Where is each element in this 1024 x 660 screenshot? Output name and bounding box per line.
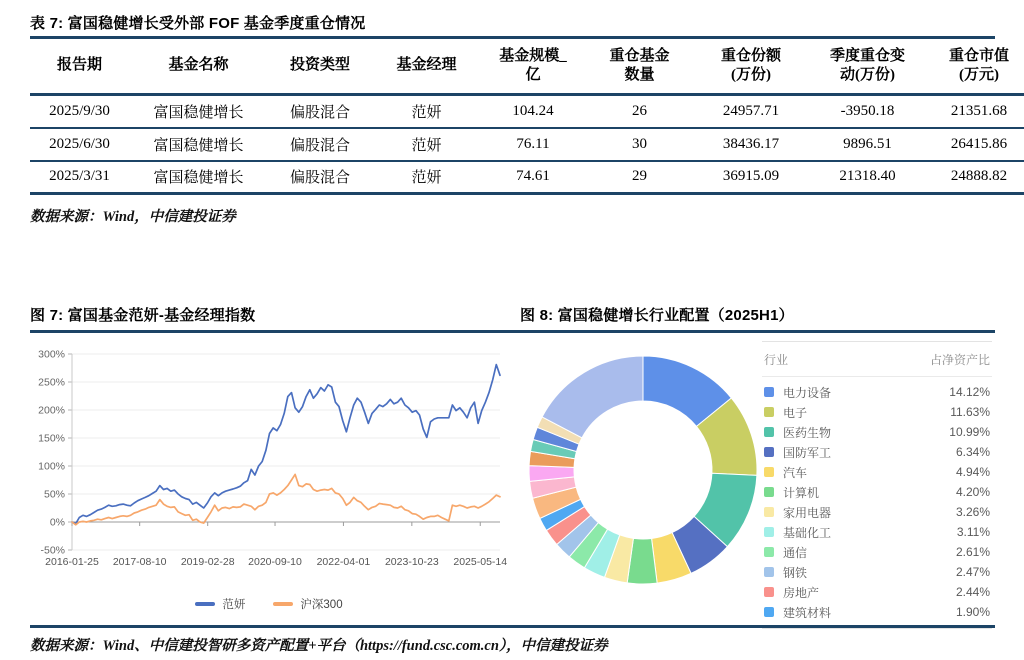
industry-share-value: 1.90% — [955, 605, 990, 619]
industry-share-value: 6.34% — [955, 445, 990, 459]
table-cell: 富国稳健增长 — [153, 137, 244, 154]
industry-swatch-icon — [764, 387, 774, 397]
industry-legend-row — [764, 462, 990, 482]
table-cell: -3950.18 — [840, 102, 895, 119]
industry-share-value: 4.94% — [955, 465, 990, 479]
y-axis-tick-label: 200% — [38, 404, 65, 417]
table-cell: 30 — [632, 135, 647, 152]
x-axis-tick-label: 2019-02-28 — [180, 556, 235, 568]
legend-item-fanyan — [195, 596, 245, 612]
industry-legend-row — [764, 402, 990, 422]
industry-share-value: 11.63% — [950, 405, 990, 419]
x-axis-tick-label: 2023-10-23 — [384, 556, 439, 568]
table-cell: 24957.71 — [722, 102, 780, 119]
manager-index-chart — [28, 342, 508, 582]
industry-swatch-icon — [764, 567, 774, 577]
table-cell: 偏股混合 — [289, 137, 350, 154]
x-axis-tick-label: 2022-04-01 — [316, 556, 371, 568]
table-header-cell: 重仓市值 (万元) — [948, 47, 1009, 83]
industry-swatch-icon — [764, 487, 774, 497]
industry-label: 通信 — [783, 545, 808, 560]
table-cell: 范妍 — [411, 170, 442, 187]
table-cell: 富国稳健增长 — [153, 104, 244, 121]
figure8-title: 图 8: 富国稳健增长行业配置（2025H1） — [520, 307, 794, 324]
donut-svg — [518, 348, 768, 592]
legend-label-fanyan: 范妍 — [222, 599, 246, 611]
industry-label: 电子 — [783, 405, 808, 420]
table-body — [30, 95, 1024, 194]
table7-source: 数据来源：Wind，中信建投证券 — [30, 209, 236, 225]
industry-swatch-icon — [764, 527, 774, 537]
y-axis-tick-label: 50% — [43, 488, 65, 501]
table-cell: 26 — [632, 102, 647, 119]
y-axis-tick-label: 100% — [38, 460, 65, 473]
table-header-cell: 重仓基金 数量 — [609, 47, 670, 83]
share-col-header: 占净资产比 — [929, 353, 990, 367]
fanyan-line-swatch-icon — [195, 602, 215, 606]
industry-share-value: 2.44% — [955, 585, 990, 599]
table-cell: 范妍 — [411, 137, 442, 154]
y-axis-tick-label: 0% — [49, 516, 65, 529]
industry-legend-row — [764, 422, 990, 442]
industry-legend-row — [764, 522, 990, 542]
table-cell: 2025/9/30 — [49, 102, 110, 119]
industry-label: 计算机 — [783, 485, 820, 500]
table-cell: 21318.40 — [839, 168, 896, 185]
industry-label: 医药生物 — [783, 425, 832, 440]
y-axis-tick-label: -50% — [40, 544, 65, 557]
industry-swatch-icon — [764, 587, 774, 597]
table-row — [30, 161, 1024, 194]
industry-label: 汽车 — [783, 465, 808, 480]
industry-share-value: 3.26% — [955, 505, 990, 519]
table-header — [30, 39, 1024, 95]
table-header-cell: 基金规模_ 亿 — [499, 47, 567, 83]
y-axis-tick-label: 150% — [38, 432, 65, 445]
industry-label: 电力设备 — [783, 385, 832, 400]
industry-share-value: 3.11% — [956, 525, 990, 539]
table-cell: 范妍 — [411, 104, 442, 121]
x-axis-tick-label: 2025-05-14 — [453, 556, 508, 568]
table-header-row — [30, 39, 1024, 95]
fanyan-series-line — [72, 365, 500, 524]
industry-share-value: 4.20% — [955, 485, 990, 499]
y-axis-tick-label: 250% — [38, 376, 65, 389]
table-cell: 偏股混合 — [289, 104, 350, 121]
table-cell: 74.61 — [516, 168, 550, 185]
table-cell: 2025/3/31 — [49, 168, 110, 185]
industry-share-value: 2.47% — [955, 565, 990, 579]
industry-legend-row — [764, 502, 990, 522]
x-axis — [45, 522, 507, 568]
x-axis-tick-label: 2020-09-10 — [248, 556, 302, 568]
table-cell: 38436.17 — [722, 135, 780, 152]
table-cell: 29 — [632, 168, 647, 185]
table-header-cell: 基金名称 — [168, 57, 229, 74]
table-header-cell: 报告期 — [56, 57, 102, 74]
table7-title: 表 7: 富国稳健增长受外部 FOF 基金季度重仓情况 — [30, 15, 366, 32]
industry-share-value: 2.61% — [955, 545, 990, 559]
table-cell: 104.24 — [512, 102, 554, 119]
table-cell: 2025/6/30 — [49, 135, 110, 152]
industry-label: 国防军工 — [783, 445, 832, 460]
table-cell: 26415.86 — [950, 135, 1008, 152]
table-cell: 21351.68 — [950, 102, 1008, 119]
industry-share-value: 10.99% — [949, 425, 990, 439]
industry-swatch-icon — [764, 547, 774, 557]
industry-swatch-icon — [764, 447, 774, 457]
hs300-series-line — [72, 474, 500, 524]
table-header-cell: 基金经理 — [396, 57, 457, 74]
hs300-line-swatch-icon — [273, 602, 293, 606]
industry-swatch-icon — [764, 507, 774, 517]
industry-legend-rows — [762, 377, 992, 628]
table-header-cell: 重仓份额 (万份) — [720, 47, 781, 83]
industry-legend-row — [764, 602, 990, 622]
industry-col-header: 行业 — [764, 353, 789, 367]
table-cell: 24888.82 — [950, 168, 1008, 185]
table-cell: 偏股混合 — [289, 170, 350, 187]
fof-holdings-table — [30, 39, 1024, 195]
footer-source: 数据来源：Wind、中信建投智研多资产配置+平台（https://fund.csc.com.cn），中信建投证券 — [30, 638, 608, 654]
table-header-cell: 投资类型 — [289, 57, 350, 74]
industry-label: 家用电器 — [783, 505, 832, 520]
industry-legend-row — [764, 382, 990, 402]
industry-swatch-icon — [764, 607, 774, 617]
industry-label: 基础化工 — [783, 525, 832, 540]
industry-swatch-icon — [764, 427, 774, 437]
industry-legend-row — [764, 562, 990, 582]
figure7-title: 图 7: 富国基金范妍-基金经理指数 — [30, 307, 256, 324]
table-cell: 76.11 — [516, 135, 550, 152]
industry-donut-chart — [518, 348, 768, 592]
line-chart-svg — [28, 342, 508, 582]
industry-swatch-icon — [764, 407, 774, 417]
industry-label: 钢铁 — [783, 565, 808, 580]
industry-legend-row — [764, 482, 990, 502]
y-axis-tick-label: 300% — [38, 348, 65, 361]
table-cell: 富国稳健增长 — [153, 170, 244, 187]
industry-legend — [762, 341, 992, 629]
x-axis-tick-label: 2017-08-10 — [112, 556, 167, 568]
table-header-cell: 季度重仓变 动(万份) — [829, 47, 905, 83]
legend-item-hs300 — [273, 596, 342, 612]
industry-label: 房地产 — [783, 585, 820, 600]
industry-share-value: 14.12% — [949, 385, 990, 399]
chart-grid — [68, 354, 500, 550]
table-row — [30, 128, 1024, 161]
line-chart-legend — [30, 596, 508, 612]
x-axis-tick-label: 2016-01-25 — [45, 556, 99, 568]
figures-title-rule — [30, 330, 995, 333]
industry-legend-row — [764, 542, 990, 562]
industry-legend-row — [764, 442, 990, 462]
industry-legend-row — [764, 582, 990, 602]
table-row — [30, 95, 1024, 128]
table-cell: 9896.51 — [843, 135, 892, 152]
industry-swatch-icon — [764, 467, 774, 477]
table-cell: 36915.09 — [722, 168, 780, 185]
figures-bottom-rule — [30, 625, 995, 628]
industry-legend-header — [762, 342, 992, 377]
industry-label: 建筑材料 — [783, 605, 832, 620]
legend-label-hs300: 沪深300 — [300, 599, 343, 611]
